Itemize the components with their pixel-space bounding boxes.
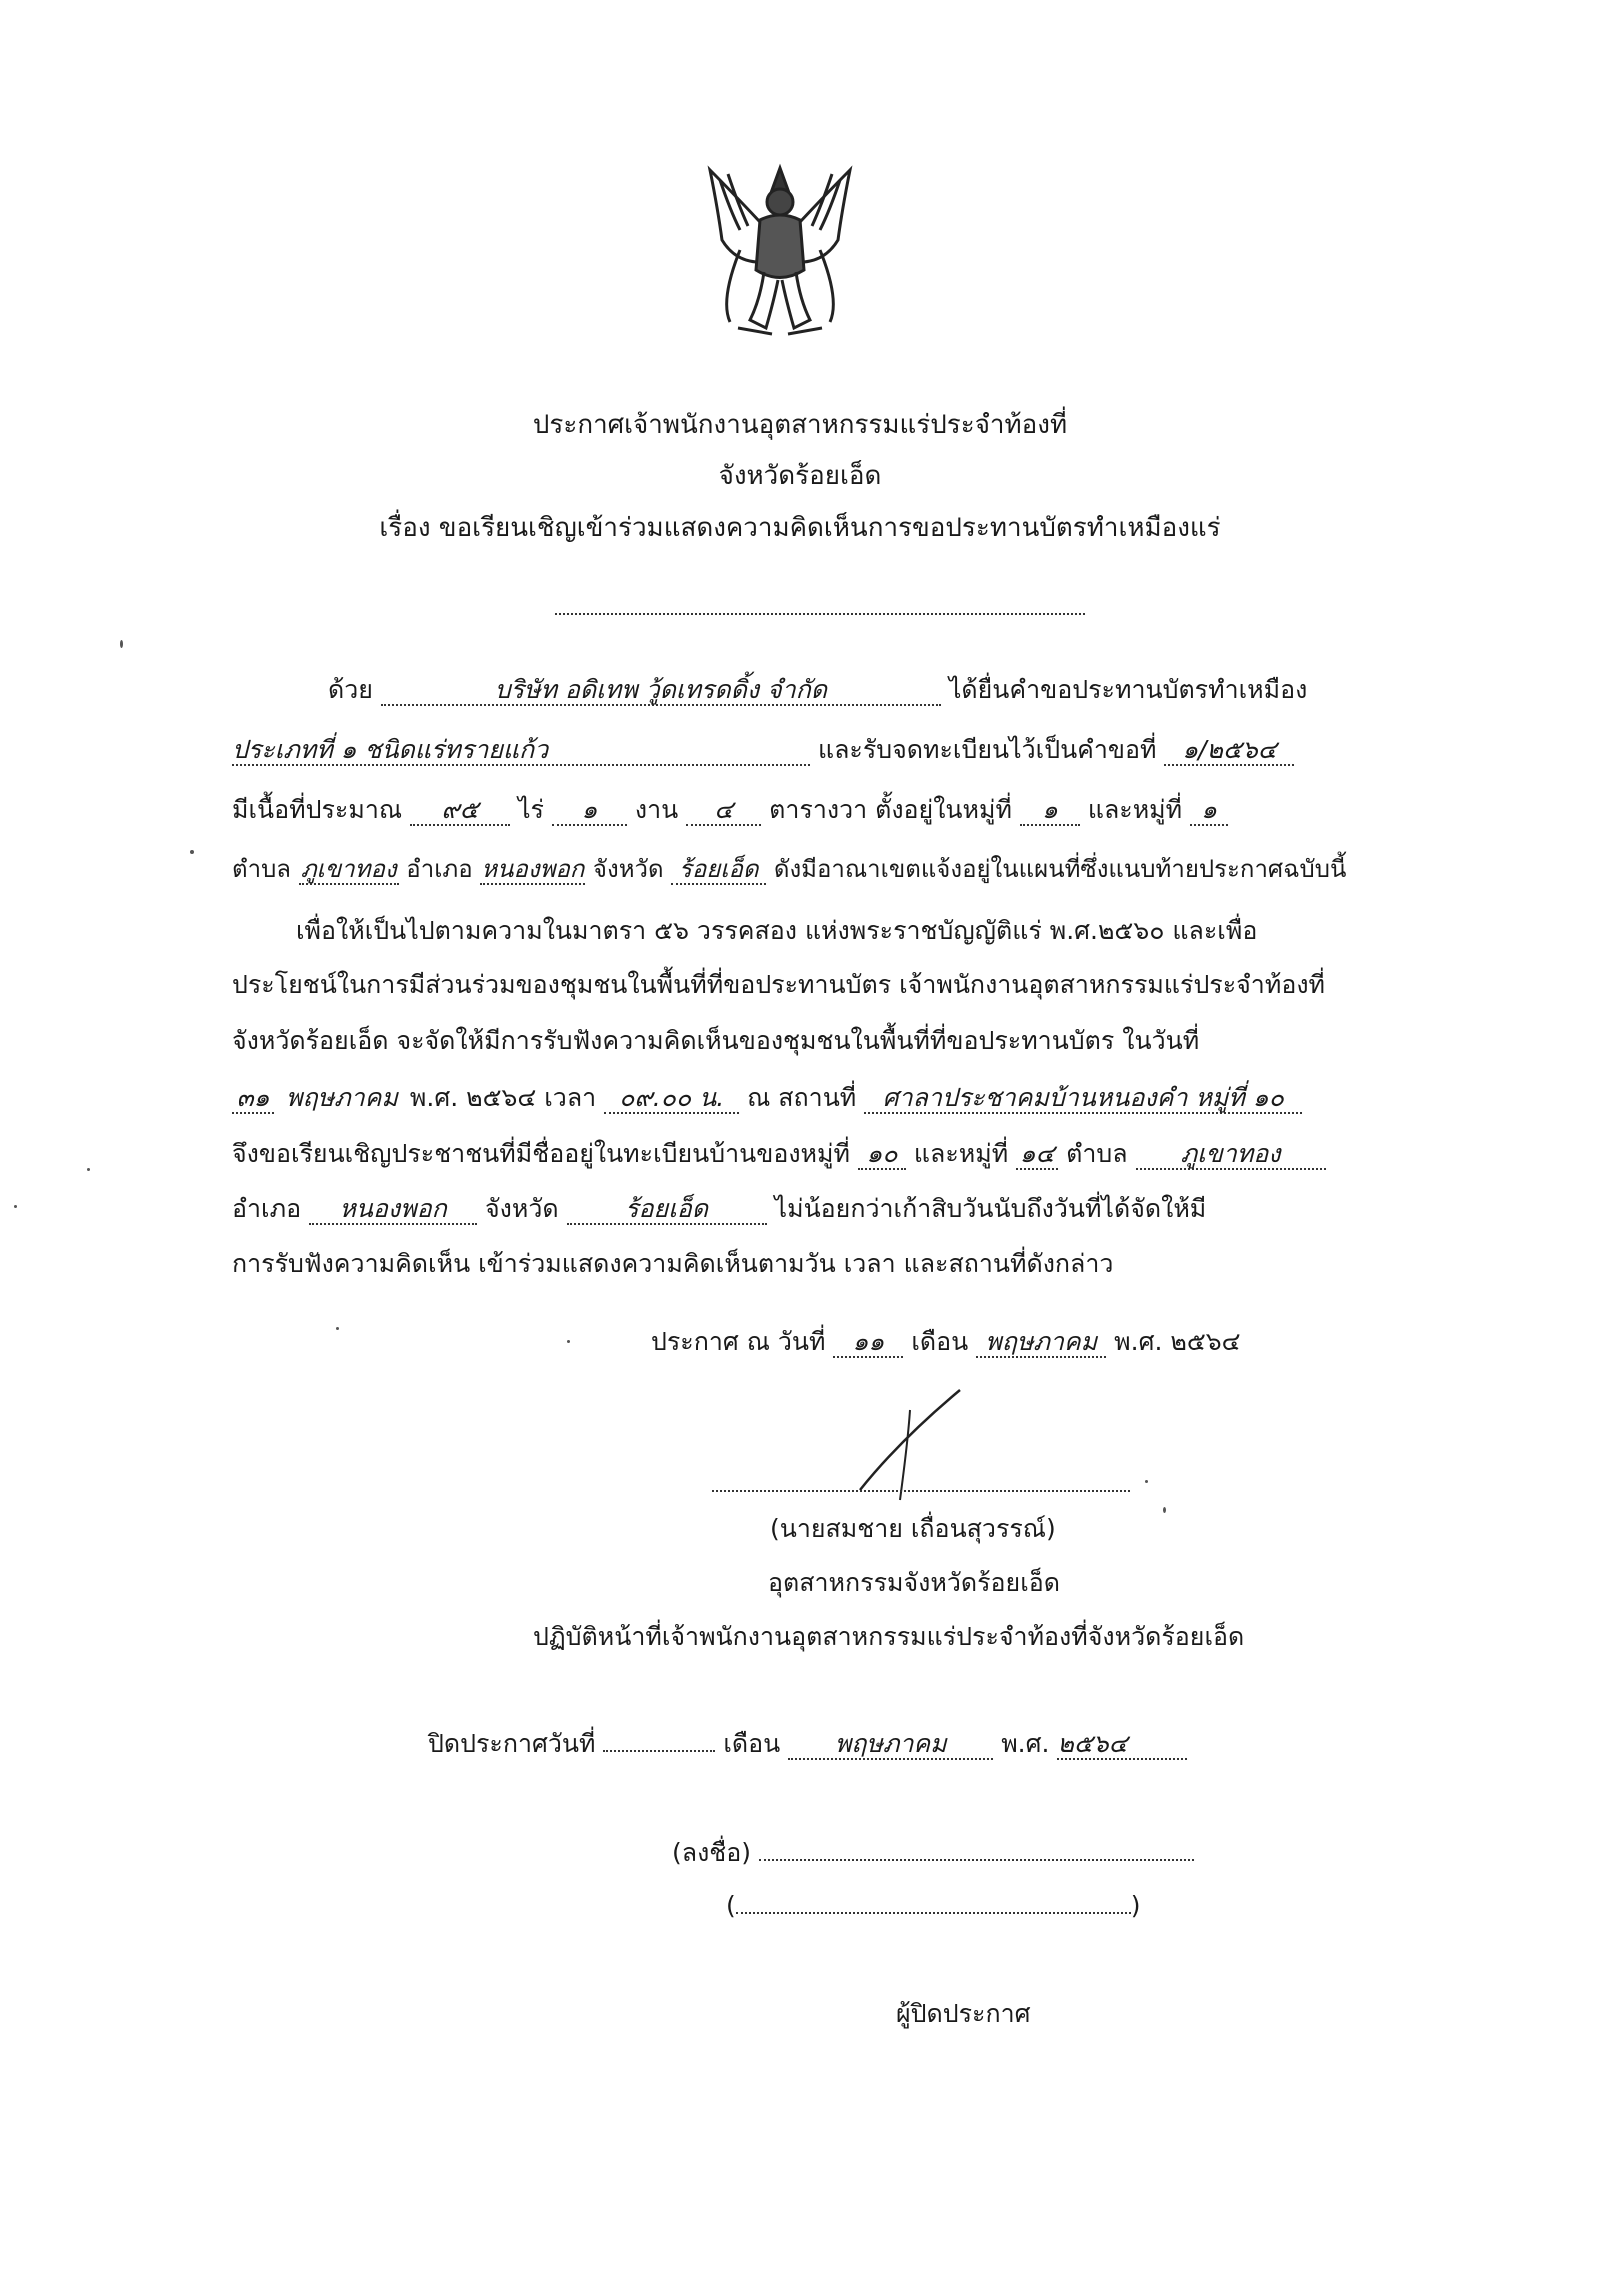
signer-acting-role: ปฏิบัติหน้าที่เจ้าพนักงานอุตสาหกรรมแร่ประจำท้องที่จังหวัดร้อยเอ็ด — [533, 1622, 1245, 1651]
scan-speck — [336, 1327, 339, 1330]
scan-speck — [120, 640, 123, 648]
province-label: จังหวัด — [592, 855, 664, 883]
para2-line4 — [232, 1081, 1302, 1115]
para2-l6-suffix: ไม่น้อยกว่าเก้าสิบวันนับถึงวันที่ได้จัดให้มี — [774, 1194, 1207, 1223]
para2-line1: เพื่อให้เป็นไปตามความในมาตรา ๕๖ วรรคสอง แห่งพระราชบัญญัติแร่ พ.ศ.๒๕๖๐ และเพื่อ — [296, 916, 1258, 945]
announce-month: พฤษภาคม — [976, 1328, 1106, 1358]
para2-line3: จังหวัดร้อยเอ็ด จะจัดให้มีการรับฟังความคิดเห็นของชุมชนในพื้นที่ที่ขอประทานบัตร ในวันที่ — [232, 1026, 1200, 1055]
tambon-label: ตำบล — [232, 855, 292, 883]
announce-month-label: เดือน — [911, 1327, 969, 1356]
hearing-place: ศาลาประชาคมบ้านหนองคำ หมู่ที่ ๑๐ — [864, 1084, 1302, 1114]
signer-position: อุตสาหกรรมจังหวัดร้อยเอ็ด — [768, 1568, 1060, 1597]
posting-year-label: พ.ศ. — [1001, 1729, 1050, 1758]
hearing-place-label: ณ สถานที่ — [747, 1083, 857, 1112]
area-label: มีเนื้อที่ประมาณ — [232, 795, 403, 824]
company-name: บริษัท อดิเทพ วู้ดเทรดดิ้ง จำกัด — [381, 676, 941, 706]
village-1: ๑ — [1020, 796, 1080, 826]
area-wa: ๔ — [686, 796, 761, 826]
invited-province: ร้อยเอ็ด — [567, 1195, 767, 1225]
invited-village-a: ๑๐ — [858, 1140, 906, 1170]
posting-month-label: เดือน — [723, 1729, 781, 1758]
header-divider — [555, 613, 1085, 615]
poster-role: ผู้ปิดประกาศ — [896, 1999, 1031, 2028]
mineral-type: ประเภทที่ ๑ ชนิดแร่ทรายแก้ว — [232, 736, 810, 766]
scan-speck — [1163, 1507, 1166, 1513]
subject-line — [0, 510, 1600, 546]
hearing-day: ๓๑ — [232, 1084, 274, 1114]
invited-amphoe: หนองพอก — [309, 1195, 477, 1225]
para2-line7: การรับฟังความคิดเห็น เข้าร่วมแสดงความคิดเห็นตามวัน เวลา และสถานที่ดังกล่าว — [232, 1249, 1114, 1278]
invited-amphoe-label: อำเภอ — [232, 1194, 302, 1223]
title-line-2: จังหวัดร้อยเอ็ด — [718, 461, 882, 491]
scan-speck — [87, 1168, 90, 1171]
para1-l1-suffix: ได้ยื่นคำขอประทานบัตรทำเหมือง — [948, 675, 1308, 704]
para1-prefix: ด้วย — [328, 675, 373, 704]
hearing-time: ๐๙.๐๐ น. — [604, 1084, 739, 1114]
invited-tambon-label: ตำบล — [1066, 1139, 1128, 1168]
wa-label: ตารางวา ตั้งอยู่ในหมู่ที่ — [769, 795, 1012, 824]
poster-name-line — [726, 1889, 1141, 1923]
scan-speck — [1145, 1480, 1148, 1483]
signer-name: (นายสมชาย เถื่อนสุวรรณ์) — [770, 1514, 1056, 1543]
village-2: ๑ — [1190, 796, 1228, 826]
poster-sign-label: (ลงชื่อ) — [672, 1838, 752, 1867]
para1-line4 — [232, 852, 1346, 886]
request-number: ๑/๒๕๖๔ — [1164, 736, 1294, 766]
invited-village-b: ๑๔ — [1016, 1140, 1058, 1170]
announce-year: ๒๕๖๔ — [1170, 1327, 1241, 1356]
subject-label: เรื่อง — [379, 513, 431, 543]
para1-line2 — [232, 733, 1294, 767]
garuda-emblem-icon — [700, 150, 860, 340]
poster-sign-line — [672, 1836, 1194, 1870]
hearing-time-label: เวลา — [544, 1083, 597, 1112]
title-line-1: ประกาศเจ้าพนักงานอุตสาหกรรมแร่ประจำท้องที่ — [532, 410, 1068, 440]
scan-speck — [567, 1340, 570, 1343]
signature-line — [712, 1490, 1130, 1492]
scan-speck — [190, 850, 194, 854]
ngan-label: งาน — [634, 795, 679, 824]
amphoe-label: อำเภอ — [406, 855, 473, 883]
para1-l2-suffix: และรับจดทะเบียนไว้เป็นคำขอที่ — [817, 735, 1157, 764]
invited-province-label: จังหวัด — [485, 1194, 559, 1223]
hearing-month: พฤษภาคม — [286, 1083, 398, 1112]
para2-line6 — [232, 1192, 1206, 1226]
para2-l5-prefix: จึงขอเรียนเชิญประชาชนที่มีชื่ออยู่ในทะเบียนบ้านของหมู่ที่ — [232, 1139, 850, 1168]
para1-line3 — [232, 793, 1228, 827]
para1-l4-suffix: ดังมีอาณาเขตแจ้งอยู่ในแผนที่ซึ่งแนบท้ายประกาศฉบับนี้ — [773, 855, 1347, 883]
posting-date-line — [428, 1727, 1187, 1761]
posting-month: พฤษภาคม — [788, 1730, 993, 1760]
posting-label: ปิดประกาศวันที่ — [428, 1729, 596, 1758]
para2-line2: ประโยชน์ในการมีส่วนร่วมของชุมชนในพื้นที่ที่ขอประทานบัตร เจ้าพนักงานอุตสาหกรรมแร่ประจำท้องที่ — [232, 970, 1326, 999]
scan-speck — [14, 1205, 17, 1208]
tambon-name: ภูเขาทอง — [299, 855, 399, 885]
invited-and-label: และหมู่ที่ — [913, 1139, 1009, 1168]
and-village-label: และหมู่ที่ — [1087, 795, 1183, 824]
hearing-year-label: พ.ศ. — [409, 1083, 459, 1112]
province-name: ร้อยเอ็ด — [671, 855, 766, 885]
poster-paren-close: ) — [1130, 1891, 1141, 1920]
para1-line1 — [328, 673, 1307, 707]
area-ngan: ๑ — [552, 796, 627, 826]
announce-date-line — [651, 1325, 1241, 1359]
announce-year-label: พ.ศ. — [1114, 1327, 1163, 1356]
posting-year: ๒๕๖๔ — [1057, 1730, 1187, 1760]
hearing-year: ๒๕๖๔ — [466, 1083, 537, 1112]
para2-line5 — [232, 1137, 1326, 1171]
area-rai: ๙๕ — [410, 796, 510, 826]
amphoe-name: หนองพอก — [481, 855, 585, 883]
rai-label: ไร่ — [517, 795, 544, 824]
announce-label: ประกาศ ณ วันที่ — [651, 1327, 826, 1356]
invited-tambon: ภูเขาทอง — [1136, 1140, 1326, 1170]
poster-paren-open: ( — [726, 1891, 736, 1920]
announce-day: ๑๑ — [833, 1328, 903, 1358]
subject-text: ขอเรียนเชิญเข้าร่วมแสดงความคิดเห็นการขอประทานบัตรทำเหมืองแร่ — [438, 513, 1221, 543]
